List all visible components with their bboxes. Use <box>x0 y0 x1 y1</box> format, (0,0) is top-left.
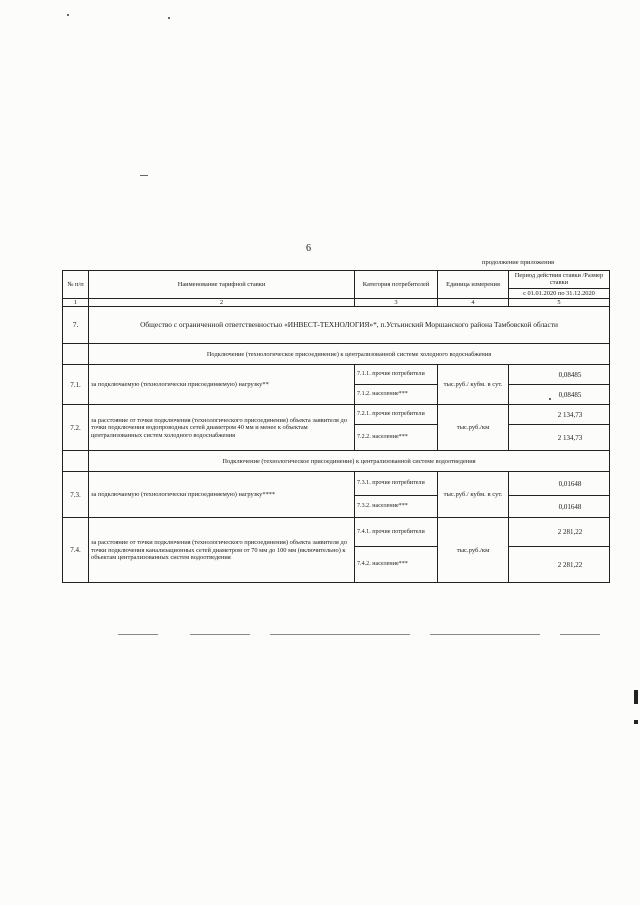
column-index: 2 <box>89 299 355 307</box>
header-period <box>509 271 610 299</box>
edge-mark <box>634 690 638 704</box>
row-value: 0,01648 <box>509 472 610 496</box>
header-name: Наименование тарифной ставки <box>89 271 355 299</box>
row-category: 7.3.1. прочие потребители <box>355 472 438 496</box>
row-value: 2 281,22 <box>509 547 610 583</box>
section-title: Подключение (технологическое присоединение) к централизованной системе водоотведения <box>89 451 610 472</box>
header-unit: Единица измерения <box>438 271 509 299</box>
column-index-row <box>63 299 610 307</box>
header-period-title: Период действия ставки /Размер ставки <box>514 272 604 287</box>
section-title-row <box>63 344 610 365</box>
row-value: 2 134,73 <box>509 425 610 451</box>
section-blank-cell <box>63 451 89 472</box>
row-unit: тыс.руб./км <box>438 518 509 583</box>
row-category: 7.1.1. прочие потребители <box>355 365 438 385</box>
scan-speck <box>67 14 69 16</box>
row-category: 7.2.2. население*** <box>355 425 438 451</box>
row-value: 0,08485 <box>509 385 610 405</box>
column-index: 5 <box>509 299 610 307</box>
row-unit: тыс.руб./ кубм. в сут. <box>438 472 509 518</box>
column-index: 3 <box>355 299 438 307</box>
row-num: 7.4. <box>63 518 89 583</box>
org-name: Общество с ограниченной ответственностью «ИНВЕСТ-ТЕХНОЛОГИЯ»*, п.Устьинский Моршанского района Тамбовской области <box>89 307 610 344</box>
scan-speck <box>168 17 170 19</box>
section-blank-cell <box>63 344 89 365</box>
row-value: 2 281,22 <box>509 518 610 547</box>
table-row <box>63 472 610 496</box>
section-title-row <box>63 451 610 472</box>
column-index: 1 <box>63 299 89 307</box>
table-row <box>63 518 610 547</box>
row-category: 7.1.2. население*** <box>355 385 438 405</box>
continuation-label: продолжение приложения <box>482 259 555 266</box>
table-header-row <box>63 271 610 299</box>
tariff-table <box>62 270 610 583</box>
row-category: 7.3.2. население*** <box>355 496 438 518</box>
scan-speck <box>140 175 148 176</box>
row-name: за расстояние от точки подключения (технологического присоединения) объекта заявителя до точки подключения водопроводных сетей диаметром 40 мм и менее к объектам централизованных систем холодного водоснабжения <box>89 405 355 451</box>
scan-artifact-line <box>0 634 640 635</box>
row-unit: тыс.руб./км <box>438 405 509 451</box>
row-category: 7.4.1. прочие потребители <box>355 518 438 547</box>
row-name: за подключаемую (технологически присоединяемую) нагрузку**** <box>89 472 355 518</box>
header-period-range: с 01.01.2020 по 31.12.2020 <box>509 288 609 298</box>
row-value: 2 134,73 <box>509 405 610 425</box>
table-row <box>63 365 610 385</box>
row-num: 7.1. <box>63 365 89 405</box>
header-category: Категория потребителей <box>355 271 438 299</box>
table-row <box>63 405 610 425</box>
edge-mark <box>634 720 638 724</box>
section-title: Подключение (технологическое присоединение) к централизованной системе холодного водоснабжения <box>89 344 610 365</box>
page-number: 6 <box>306 243 311 254</box>
row-value: 0,08485 <box>509 365 610 385</box>
row-category: 7.2.1. прочие потребители <box>355 405 438 425</box>
scan-speck <box>549 398 551 400</box>
column-index: 4 <box>438 299 509 307</box>
row-num: 7.3. <box>63 472 89 518</box>
row-num: 7.2. <box>63 405 89 451</box>
row-category: 7.4.2. население*** <box>355 547 438 583</box>
row-value: 0,01648 <box>509 496 610 518</box>
row-name: за подключаемую (технологически присоединяемую) нагрузку** <box>89 365 355 405</box>
org-row <box>63 307 610 344</box>
header-num: № п/п <box>63 271 89 299</box>
row-unit: тыс.руб./ кубм. в сут. <box>438 365 509 405</box>
org-num: 7. <box>63 307 89 344</box>
row-name: за расстояние от точки подключения (технологического присоединения) объекта заявителя до точки подключения канализационных сетей диаметром от 70 мм до 100 мм (включительно) к объектам централизованных систем водоотведения <box>89 518 355 583</box>
